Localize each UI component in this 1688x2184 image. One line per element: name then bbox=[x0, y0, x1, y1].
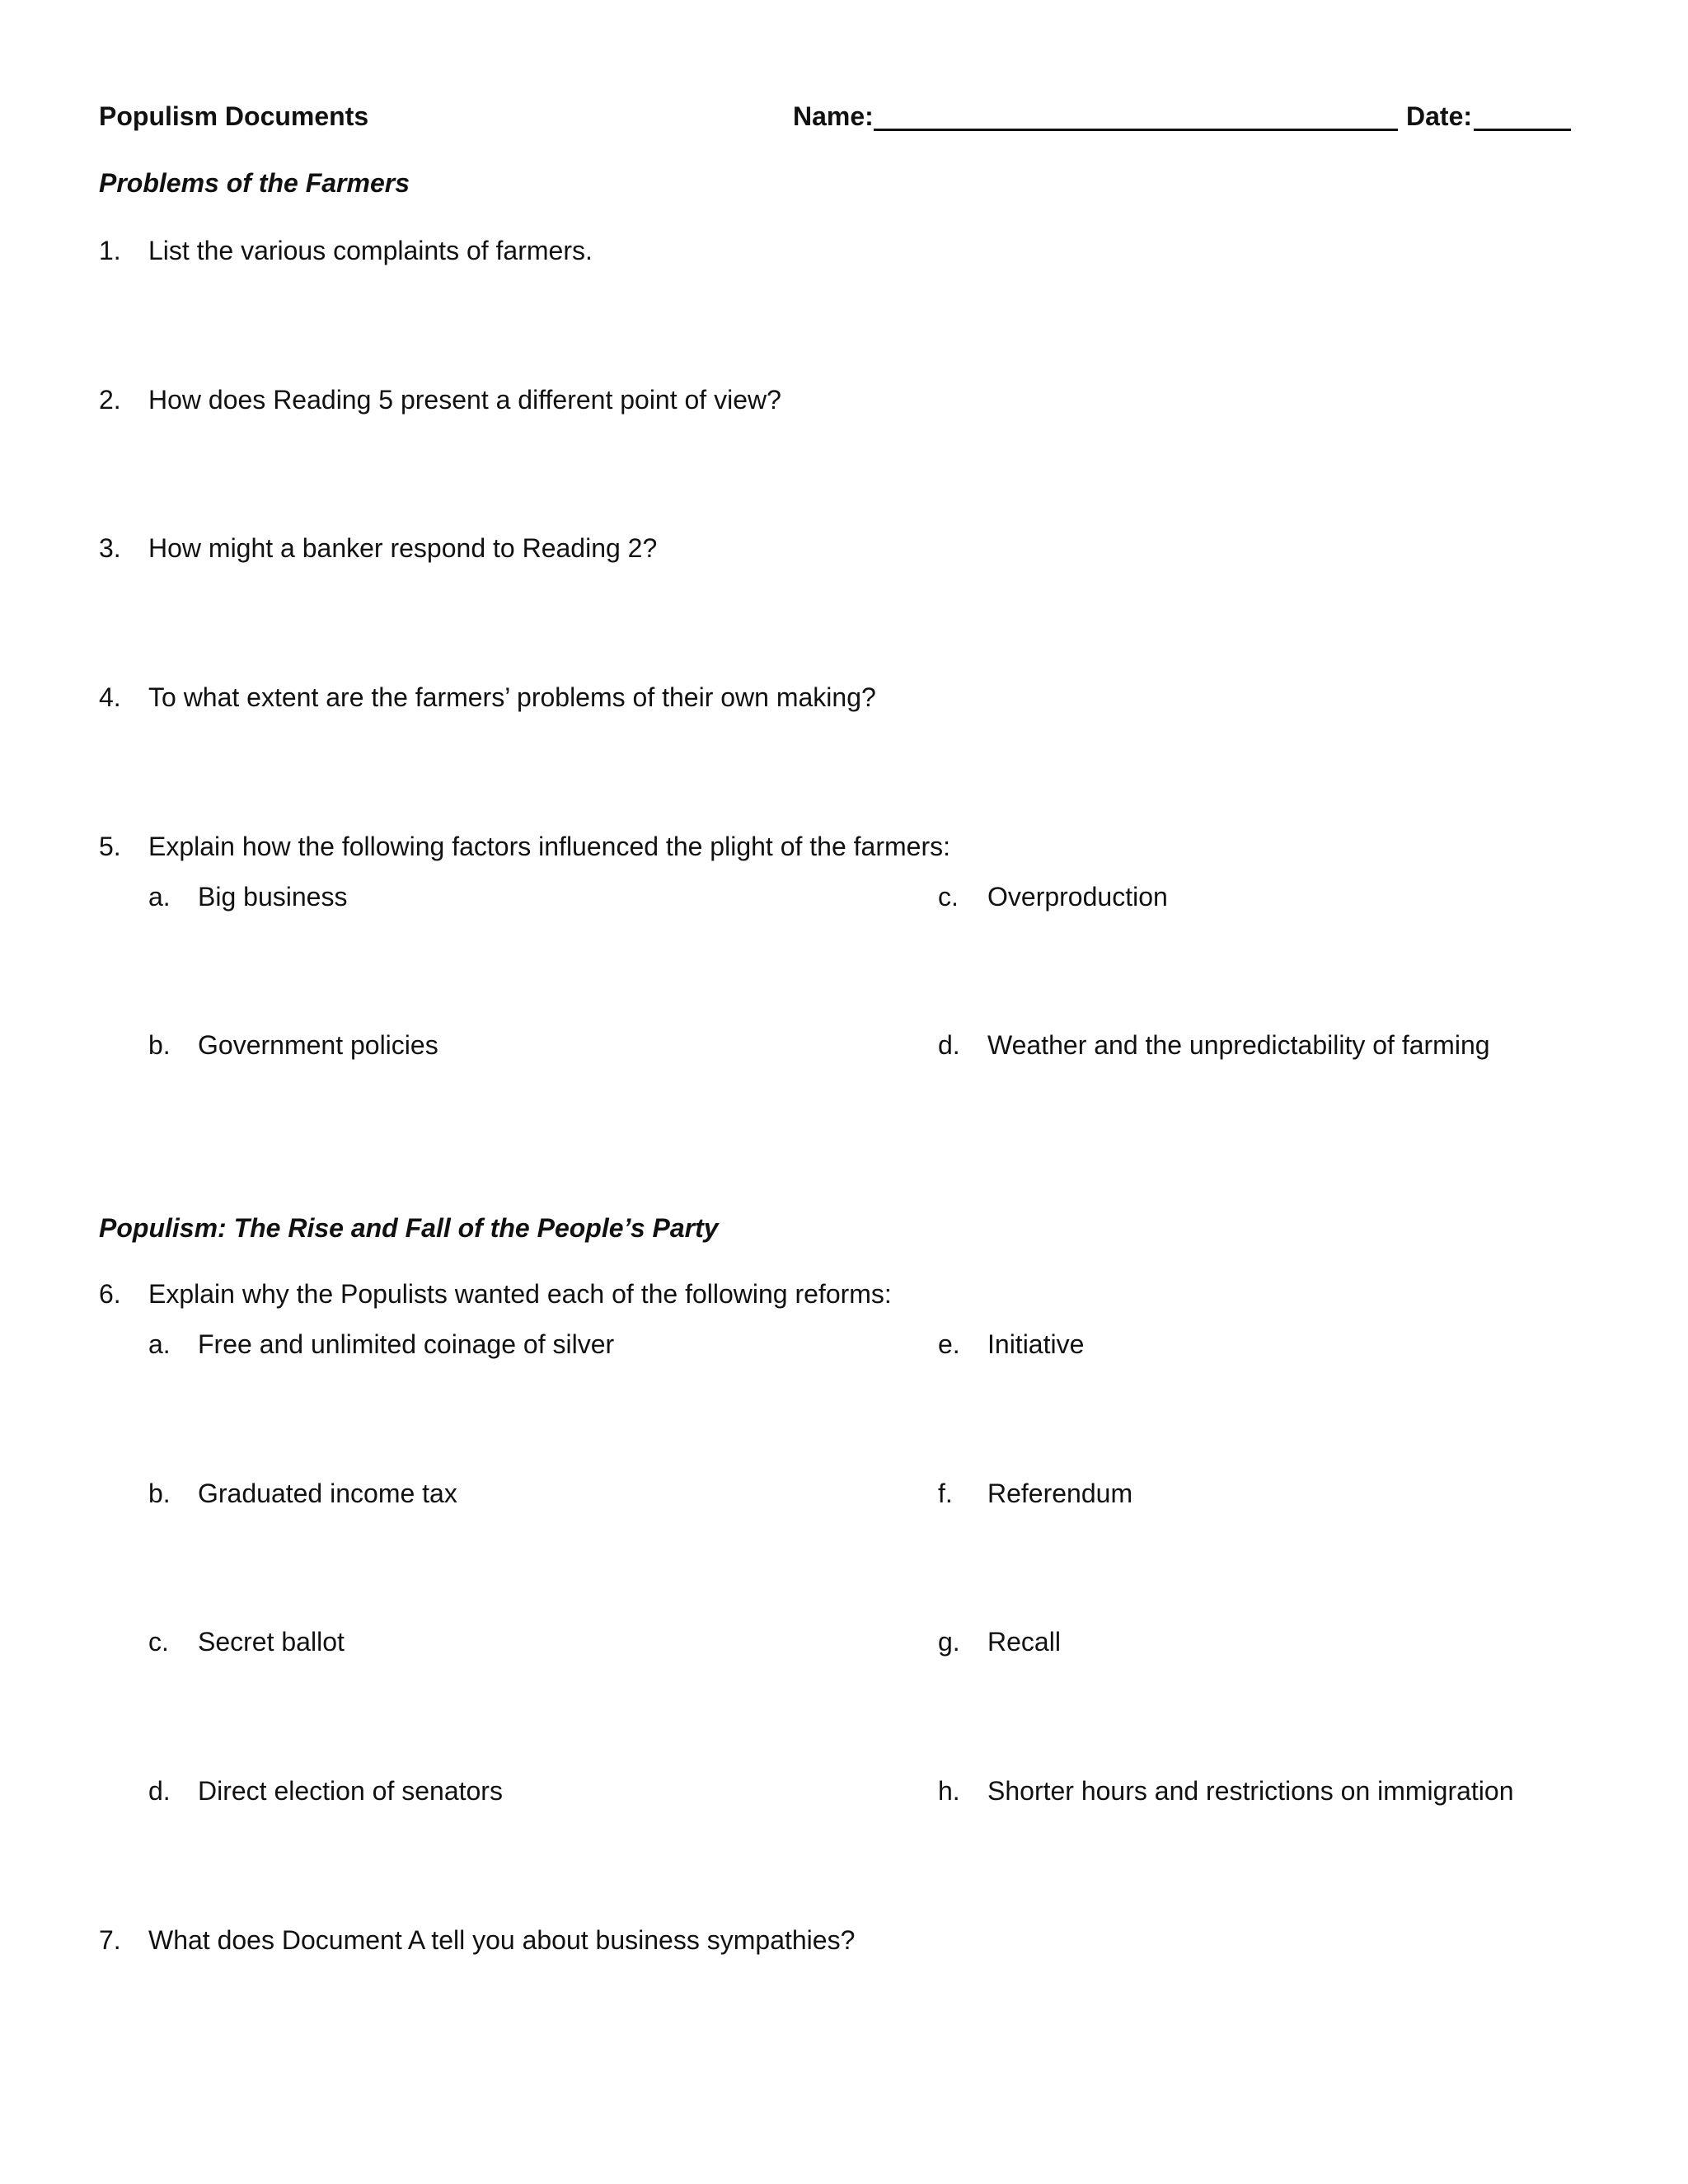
item-text: Direct election of senators bbox=[198, 1776, 503, 1806]
question-number: 3. bbox=[99, 533, 121, 563]
section-heading-populism: Populism: The Rise and Fall of the People’s Party bbox=[99, 1213, 719, 1243]
item-text: Weather and the unpredictability of farming bbox=[987, 1030, 1490, 1060]
item-letter: f. bbox=[938, 1479, 953, 1508]
date-label: Date: bbox=[1406, 101, 1473, 131]
item-text: Recall bbox=[987, 1627, 1061, 1657]
question-text: To what extent are the farmers’ problems of their own making? bbox=[148, 682, 876, 712]
question-text: List the various complaints of farmers. bbox=[148, 236, 593, 265]
item-letter: a. bbox=[148, 1329, 171, 1359]
section-heading-problems: Problems of the Farmers bbox=[99, 168, 410, 198]
question-number: 2. bbox=[99, 385, 121, 415]
item-letter: g. bbox=[938, 1627, 960, 1657]
worksheet-title: Populism Documents bbox=[99, 101, 369, 131]
question-text: How might a banker respond to Reading 2? bbox=[148, 533, 658, 563]
item-text: Initiative bbox=[987, 1329, 1085, 1359]
item-text: Graduated income tax bbox=[198, 1479, 457, 1508]
question-number: 6. bbox=[99, 1279, 121, 1309]
item-text: Free and unlimited coinage of silver bbox=[198, 1329, 615, 1359]
question-text: What does Document A tell you about business sympathies? bbox=[148, 1925, 856, 1955]
question-number: 4. bbox=[99, 682, 121, 712]
item-letter: c. bbox=[938, 882, 959, 912]
item-text: Overproduction bbox=[987, 882, 1168, 912]
question-number: 5. bbox=[99, 832, 121, 861]
item-letter: a. bbox=[148, 882, 171, 912]
question-number: 1. bbox=[99, 236, 121, 265]
item-letter: b. bbox=[148, 1479, 171, 1508]
item-letter: b. bbox=[148, 1030, 171, 1060]
item-letter: e. bbox=[938, 1329, 960, 1359]
question-text: How does Reading 5 present a different point of view? bbox=[148, 385, 781, 415]
name-label: Name: bbox=[793, 101, 874, 131]
item-letter: d. bbox=[938, 1030, 960, 1060]
item-letter: d. bbox=[148, 1776, 171, 1806]
question-number: 7. bbox=[99, 1925, 121, 1955]
item-text: Referendum bbox=[987, 1479, 1133, 1508]
question-text: Explain why the Populists wanted each of the following reforms: bbox=[148, 1279, 892, 1309]
name-field[interactable] bbox=[874, 129, 1398, 131]
item-letter: h. bbox=[938, 1776, 960, 1806]
item-text: Shorter hours and restrictions on immigration bbox=[987, 1776, 1514, 1806]
item-letter: c. bbox=[148, 1627, 169, 1657]
item-text: Secret ballot bbox=[198, 1627, 345, 1657]
item-text: Government policies bbox=[198, 1030, 438, 1060]
item-text: Big business bbox=[198, 882, 348, 912]
date-field[interactable] bbox=[1474, 129, 1571, 131]
question-text: Explain how the following factors influenced the plight of the farmers: bbox=[148, 832, 950, 861]
